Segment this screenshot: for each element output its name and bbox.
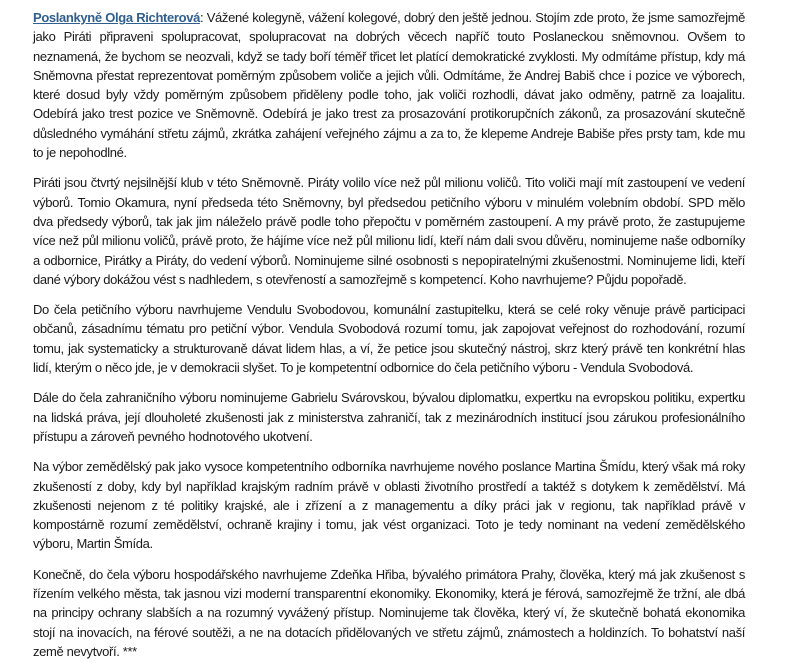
paragraph-5: Na výbor zemědělský pak jako vysoce kompetentního odborníka navrhujeme nového poslance Martina Šmídu, který však má roky zkušeností z doby, kdy byl například krajským radním právě v oblasti životního prostředí a taktéž s dotykem k zemědělství. Má zkušenosti nejenom z té politiky krajské, ale i zřízení a z managementu a díky práci jak v regionu, tak například právě v kompostárně rozumí zemědělství, ochraně krajiny i tomu, jak vést organizaci. Toto je tedy nominant na vedení zemědělského výboru, Martin Šmída.: [33, 459, 745, 552]
speech-transcript: [33, 8, 745, 672]
paragraph-1-text: Vážené kolegyně, vážení kolegové, dobrý den ještě jednou. Stojím zde proto, že jsme samozřejmě jako Piráti připraveni spolupracovat, spolupracovat na dobrých věcech napříč touto Poslaneckou sněmovnou. Ovšem to neznamená, že bychom se neozvali, když se tady boří téměř třicet let platící demokratické zvyklosti. My odmítáme přístup, kdy má Sněmovna přestat reprezentovat poměrným způsobem voliče a jejich vůli. Odmítáme, že Andrej Babiš chce i pozice ve výborech, které dosud byly vždy poměrným způsobem přiděleny podle toho, jak voliči rozhodli, dávat jako odměny, patrně za loajalitu. Odebírá jako trest pozice ve Sněmovně. Odebírá je jako trest za prosazování protikorupčních zákonů, za prosazování skutečně důsledného vymáhání střetu zájmů, zkrátka zahájení veřejného zájmu a za to, že klepeme Andreje Babiše přes prsty tam, kde mu to je nepohodlné.: [33, 10, 745, 161]
paragraph-3: Do čela petičního výboru navrhujeme Vendulu Svobodovou, komunální zastupitelku, která se celé roky věnuje právě participaci občanů, zásadnímu tématu pro petiční výbor. Vendula Svobodová rozumí tomu, jak zapojovat veřejnost do rozhodování, rozumí tomu, jak systematicky a strukturovaně dávat lidem hlas, a ví, že petice jsou skutečný nástroj, skrz který právě ten konkrétní hlas lidí, kterým o něco jde, je v demokracii slyšet. To je kompetentní odbornice do čela petičního výboru - Vendula Svobodová.: [33, 302, 745, 376]
paragraph-1: [33, 8, 745, 162]
speaker-link[interactable]: Poslankyně Olga Richterová: [33, 10, 200, 25]
paragraph-2: Piráti jsou čtvrtý nejsilnější klub v této Sněmovně. Piráty volilo více než půl milionu voličů. Tito voliči mají mít zastoupení ve vedení výborů. Tomio Okamura, nyní předseda této Sněmovny, byl předsedou petičního výboru v minulém volebním období. SPD mělo dva předsedy výborů, tak jak jim náleželo právě podle toho přepočtu v poměrném zastoupení. A my právě proto, že zastupujeme více než půl milionu voličů, právě proto, že hájíme více než půl milionu lidí, kteří nám dali svou důvěru, nominujeme naše odborníky a odbornice, Pirátky a Piráty, do vedení výborů. Nominujeme silné osobnosti s nepopiratelnými zkušenostmi. Nominujeme lidi, kteří dané výbory dokážou vést s nadhledem, s otevřeností a samozřejmě s kompetencí. Koho navrhujeme? Půjdu popořadě.: [33, 175, 745, 287]
paragraph-4: Dále do čela zahraničního výboru nominujeme Gabrielu Svárovskou, bývalou diplomatku, expertku na evropskou politiku, expertku na lidská práva, její dlouholeté zkušenosti jak z ministerstva zahraničí, tak z mezinárodních institucí jsou zárukou profesionálního přístupu a zároveň pevného hodnotového ukotvení.: [33, 390, 745, 444]
paragraph-6: Konečně, do čela výboru hospodářského navrhujeme Zdeňka Hřiba, bývalého primátora Prahy, člověka, který má jak zkušenost s řízením velkého města, tak jasnou vizi moderní transparentní ekonomiky. Ekonomiky, která je férová, samozřejmě že tržní, ale dbá na principy ochrany slabších a na rozumný vyvážený přístup. Nominujeme tak člověka, který ví, že skutečně bohatá ekonomika stojí na inovacích, na férové soutěži, a ne na dotacích přidělovaných ve střetu zájmů, známostech a holdinzích. To bohatství naší země nevytvoří. ***: [33, 566, 745, 659]
speaker-separator: :: [199, 10, 204, 25]
